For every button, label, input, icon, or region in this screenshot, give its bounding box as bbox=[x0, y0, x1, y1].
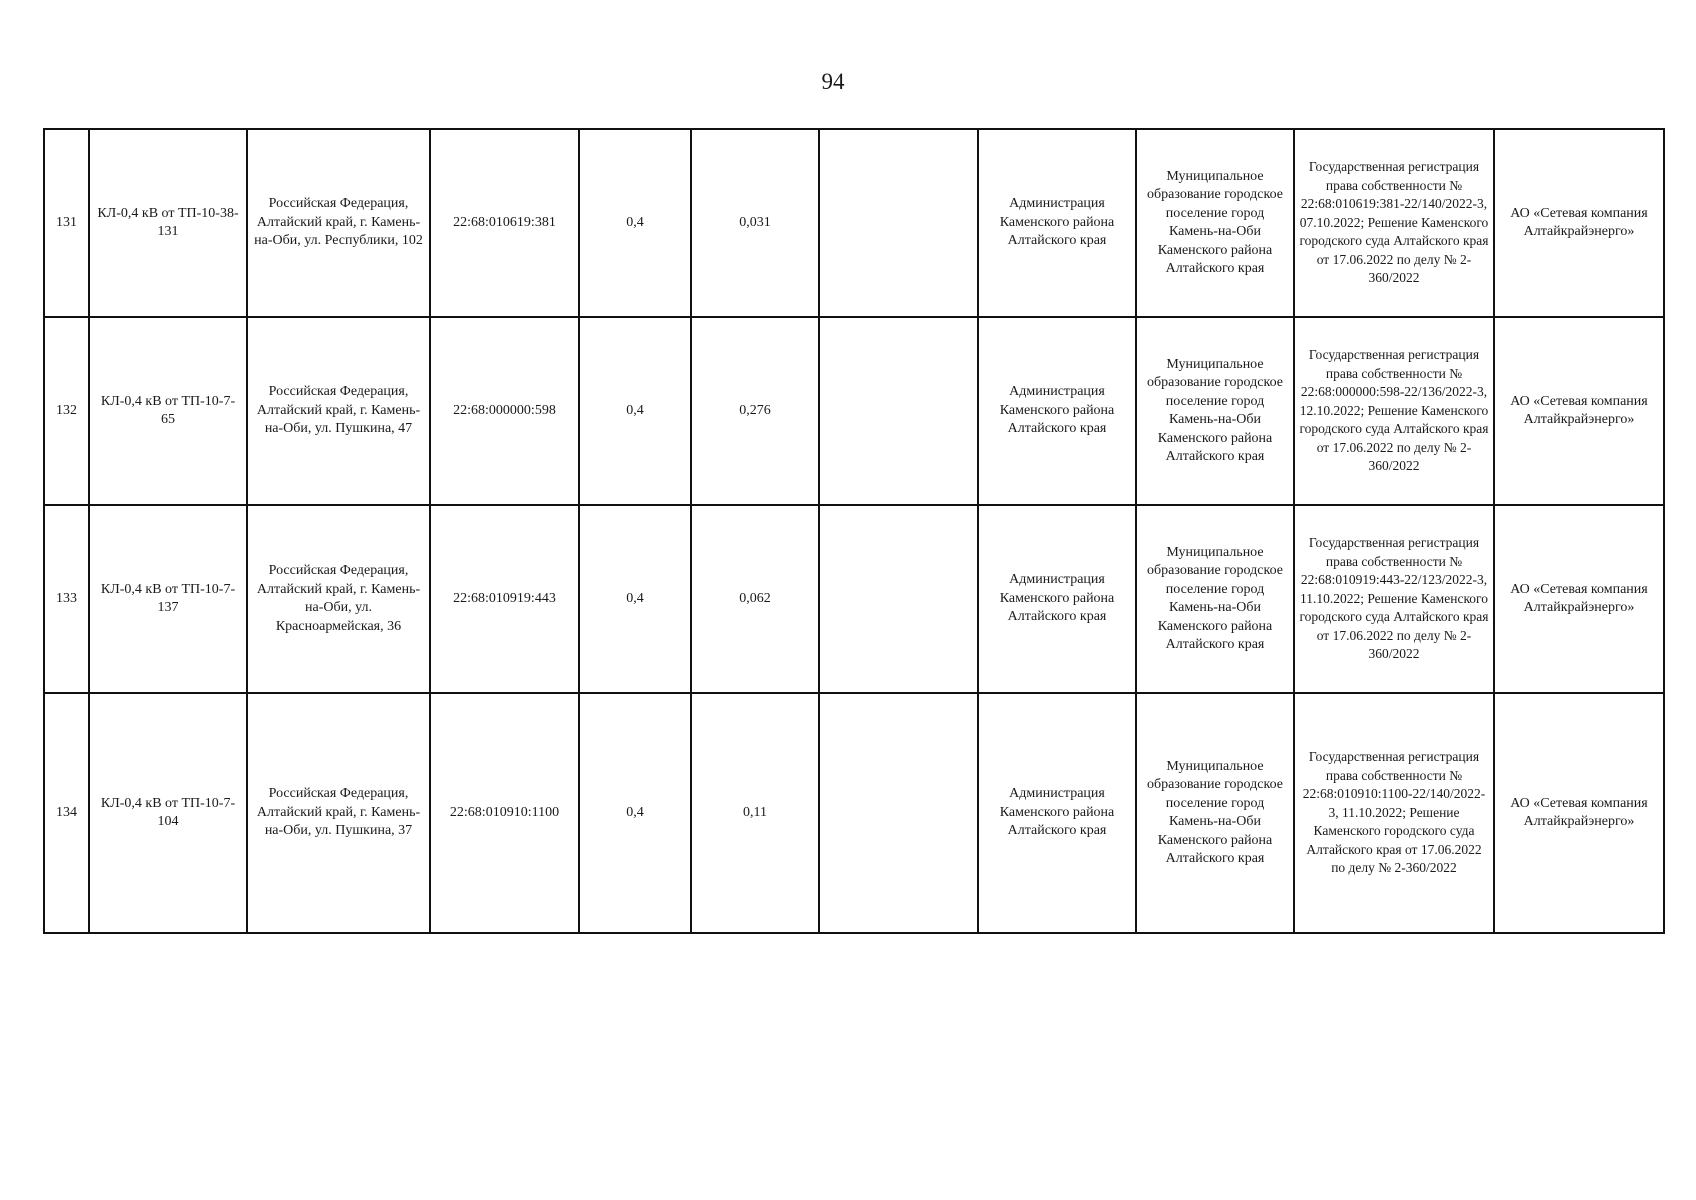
address-cell: Российская Федерация, Алтайский край, г. Камень-на-Оби, ул. Красноармейская, 36 bbox=[247, 505, 430, 693]
owner-cell: Муниципальное образование городское поселение город Камень-на-Оби Каменского района Алтайского края bbox=[1136, 505, 1294, 693]
page-number: 94 bbox=[821, 69, 845, 94]
table-row bbox=[44, 129, 1664, 317]
table-row bbox=[44, 317, 1664, 505]
operator-cell: АО «Сетевая компания Алтайкрайэнерго» bbox=[1494, 129, 1664, 317]
row-number-cell: 134 bbox=[44, 693, 89, 933]
row-number-cell: 131 bbox=[44, 129, 89, 317]
length-cell: 0,031 bbox=[691, 129, 819, 317]
address-cell: Российская Федерация, Алтайский край, г. Камень-на-Оби, ул. Республики, 102 bbox=[247, 129, 430, 317]
operator-cell: АО «Сетевая компания Алтайкрайэнерго» bbox=[1494, 505, 1664, 693]
length-cell: 0,276 bbox=[691, 317, 819, 505]
empty-cell bbox=[819, 693, 978, 933]
property-registry-table bbox=[43, 128, 1665, 934]
registration-cell: Государственная регистрация права собственности № 22:68:010619:381-22/140/2022-3, 07.10.2022; Решение Каменского городского суда Алтайского края от 17.06.2022 по делу № 2-360/2022 bbox=[1294, 129, 1494, 317]
empty-cell bbox=[819, 317, 978, 505]
row-number-cell: 132 bbox=[44, 317, 89, 505]
cadastral-number-cell: 22:68:000000:598 bbox=[430, 317, 579, 505]
address-cell: Российская Федерация, Алтайский край, г. Камень-на-Оби, ул. Пушкина, 47 bbox=[247, 317, 430, 505]
registration-cell: Государственная регистрация права собственности № 22:68:000000:598-22/136/2022-3, 12.10.2022; Решение Каменского городского суда Алтайского края от 17.06.2022 по делу № 2-360/2022 bbox=[1294, 317, 1494, 505]
object-name-cell: КЛ-0,4 кВ от ТП-10-7-137 bbox=[89, 505, 247, 693]
cadastral-number-cell: 22:68:010619:381 bbox=[430, 129, 579, 317]
rights-holder-cell: Администрация Каменского района Алтайского края bbox=[978, 693, 1136, 933]
row-number-cell: 133 bbox=[44, 505, 89, 693]
operator-cell: АО «Сетевая компания Алтайкрайэнерго» bbox=[1494, 317, 1664, 505]
voltage-cell: 0,4 bbox=[579, 317, 691, 505]
length-cell: 0,062 bbox=[691, 505, 819, 693]
registration-cell: Государственная регистрация права собственности № 22:68:010919:443-22/123/2022-3, 11.10.2022; Решение Каменского городского суда Алтайского края от 17.06.2022 по делу № 2-360/2022 bbox=[1294, 505, 1494, 693]
table-row bbox=[44, 505, 1664, 693]
rights-holder-cell: Администрация Каменского района Алтайского края bbox=[978, 505, 1136, 693]
table-row bbox=[44, 693, 1664, 933]
cadastral-number-cell: 22:68:010910:1100 bbox=[430, 693, 579, 933]
voltage-cell: 0,4 bbox=[579, 693, 691, 933]
rights-holder-cell: Администрация Каменского района Алтайского края bbox=[978, 129, 1136, 317]
registration-cell: Государственная регистрация права собственности № 22:68:010910:1100-22/140/2022-3, 11.10.2022; Решение Каменского городского суда Алтайского края от 17.06.2022 по делу № 2-360/2022 bbox=[1294, 693, 1494, 933]
object-name-cell: КЛ-0,4 кВ от ТП-10-38-131 bbox=[89, 129, 247, 317]
length-cell: 0,11 bbox=[691, 693, 819, 933]
cadastral-number-cell: 22:68:010919:443 bbox=[430, 505, 579, 693]
owner-cell: Муниципальное образование городское поселение город Камень-на-Оби Каменского района Алтайского края bbox=[1136, 693, 1294, 933]
voltage-cell: 0,4 bbox=[579, 129, 691, 317]
rights-holder-cell: Администрация Каменского района Алтайского края bbox=[978, 317, 1136, 505]
operator-cell: АО «Сетевая компания Алтайкрайэнерго» bbox=[1494, 693, 1664, 933]
voltage-cell: 0,4 bbox=[579, 505, 691, 693]
empty-cell bbox=[819, 505, 978, 693]
owner-cell: Муниципальное образование городское поселение город Камень-на-Оби Каменского района Алтайского края bbox=[1136, 129, 1294, 317]
owner-cell: Муниципальное образование городское поселение город Камень-на-Оби Каменского района Алтайского края bbox=[1136, 317, 1294, 505]
object-name-cell: КЛ-0,4 кВ от ТП-10-7-104 bbox=[89, 693, 247, 933]
object-name-cell: КЛ-0,4 кВ от ТП-10-7-65 bbox=[89, 317, 247, 505]
empty-cell bbox=[819, 129, 978, 317]
address-cell: Российская Федерация, Алтайский край, г. Камень-на-Оби, ул. Пушкина, 37 bbox=[247, 693, 430, 933]
